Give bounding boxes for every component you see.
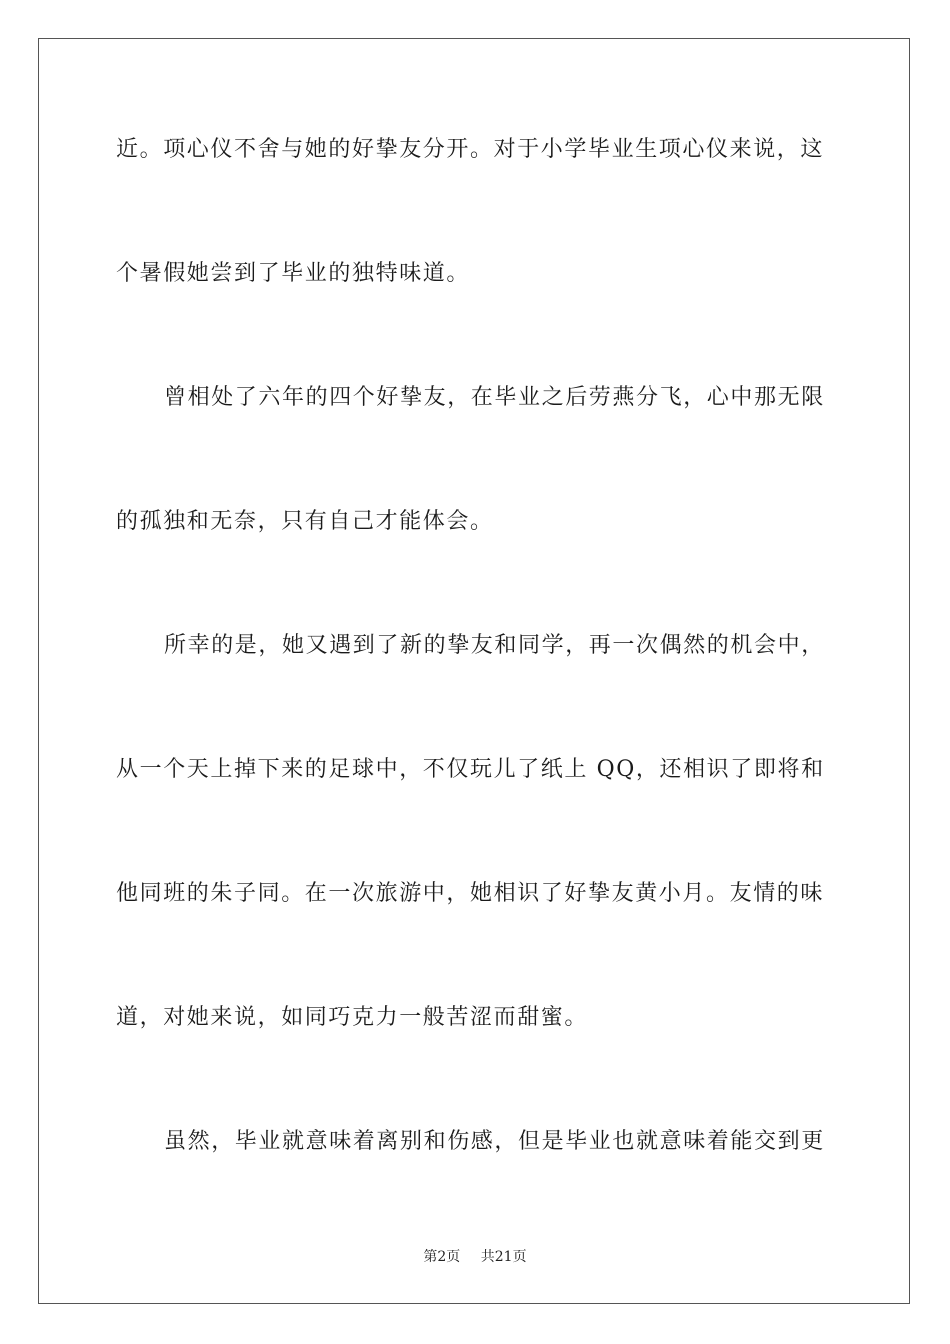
text-line: 的孤独和无奈，只有自己才能体会。 bbox=[116, 509, 494, 534]
text-line: 所幸的是，她又遇到了新的挚友和同学，再一次偶然的机会中， bbox=[164, 633, 825, 658]
text-line: 从一个天上掉下来的足球中，不仅玩儿了纸上 QQ，还相识了即将和 bbox=[116, 757, 825, 782]
text-line: 个暑假她尝到了毕业的独特味道。 bbox=[116, 261, 471, 286]
text-line: 道，对她来说，如同巧克力一般苦涩而甜蜜。 bbox=[116, 1005, 589, 1030]
page-total: 共21页 bbox=[480, 1249, 527, 1265]
text-line: 近。项心仪不舍与她的好挚友分开。对于小学毕业生项心仪来说，这 bbox=[116, 137, 825, 162]
page-footer bbox=[0, 1246, 950, 1266]
text-line: 曾相处了六年的四个好挚友，在毕业之后劳燕分飞，心中那无限 bbox=[164, 385, 825, 410]
page-border bbox=[38, 38, 910, 1304]
text-line: 他同班的朱子同。在一次旅游中，她相识了好挚友黄小月。友情的味 bbox=[116, 881, 825, 906]
text-line: 虽然，毕业就意味着离别和伤感，但是毕业也就意味着能交到更 bbox=[164, 1129, 825, 1154]
page-number: 第2页 bbox=[423, 1249, 461, 1265]
